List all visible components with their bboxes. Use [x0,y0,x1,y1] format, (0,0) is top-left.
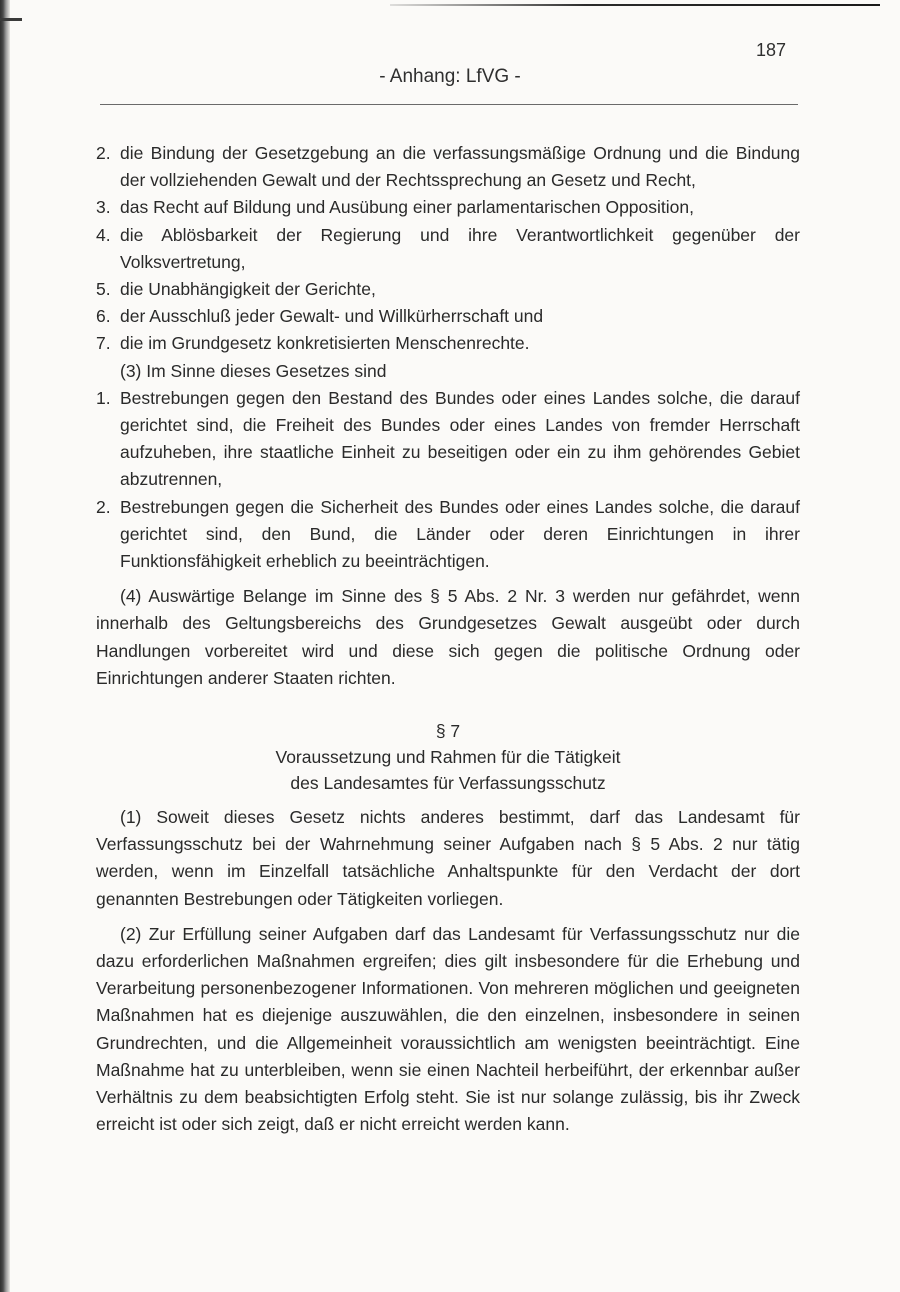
spacer [96,575,800,583]
list-item-text: Bestrebungen gegen die Sicherheit des Bundes oder eines Landes solche, die darauf gerichtet sind, den Bund, die Länder oder deren Einrichtungen in ihrer Funktionsfähigkeit erheblich zu beeinträchtigen. [120,496,800,572]
spacer [96,796,800,804]
list-item [96,140,800,194]
paragraph-4: (4) Auswärtige Belange im Sinne des § 5 Abs. 2 Nr. 3 werden nur gefährdet, wenn innerhalb des Geltungsbereichs des Grundgesetzes Gewalt ausgeübt oder durch Handlungen vorbereitet wird und diese sich gegen die politische Ordnung oder Einrichtungen anderer Staaten richten. [96,586,800,688]
section-paragraph-2: (2) Zur Erfüllung seiner Aufgaben darf das Landesamt für Verfassungsschutz nur die dazu erforderlichen Maßnahmen ergreifen; dies gilt insbesondere für die Erhebung und Verarbeitung personenbezogener Informationen. Von mehreren möglichen und geeigneten Maßnahmen hat es diejenige auszuwählen, die den einzelnen, insbesondere in seinen Grundrechten, und die Allgemeinheit voraussichtlich am wenigsten beeinträchtigt. Eine Maßnahme hat zu unterbleiben, wenn sie einen Nachteil herbeiführt, der erkennbar außer Verhältnis zu dem beabsichtigten Erfolg steht. Sie ist nur solange zulässig, bis ihr Zweck erreicht ist oder sich zeigt, daß er nicht erreicht werden kann. [96,923,800,1135]
section-number: § 7 [435,721,461,742]
page-body [96,140,800,1139]
list-item [96,276,800,303]
page-top-rule [390,4,880,6]
list-item-number: 2. [96,143,111,163]
list-item-text: Bestrebungen gegen den Bestand des Bundes oder eines Landes solche, die darauf gerichtet sind, die Freiheit des Bundes oder eines Landes von fremder Herrschaft aufzuheben, ihre staatliche Einheit zu beseitigen oder ein zu ihm gehörendes Gebiet abzutrennen, [120,387,800,490]
list-item-number: 4. [96,224,111,245]
section-heading [96,718,800,796]
section-title-line-2: des Landesamtes für Verfassungsschutz [290,773,606,794]
binding-corner-mark [0,18,22,21]
list-item [96,194,800,221]
running-head: - Anhang: LfVG - [379,66,521,87]
list-item [96,330,800,357]
list-item [96,494,800,576]
list-item-text: die Ablösbarkeit der Regierung und ihre Verantwortlichkeit gegenüber der Volksvertretung, [120,224,800,272]
list-item-text: die Bindung der Gesetzgebung an die verfassungsmäßige Ordnung und die Bindung der vollziehenden Gewalt und der Rechtssprechung an Gesetz und Recht, [120,143,800,191]
list-item-text: das Recht auf Bildung und Ausübung einer parlamentarischen Opposition, [120,197,694,218]
list-item-number: 7. [96,333,111,354]
list-item-number: 6. [96,306,111,327]
list-item-text: die Unabhängigkeit der Gerichte, [120,279,376,300]
section-title-line-1: Voraussetzung und Rahmen für die Tätigkeit [275,747,621,768]
spacer [96,913,800,921]
page-number: 187 [756,40,787,60]
list-item-text: die im Grundgesetz konkretisierten Menschenrechte. [120,333,530,354]
list-item [96,303,800,330]
header-rule [100,104,798,105]
list-item [96,222,800,276]
section-paragraph-1: (1) Soweit dieses Gesetz nichts anderes bestimmt, darf das Landesamt für Verfassungsschutz bei der Wahrnehmung seiner Aufgaben nach § 5 Abs. 2 nur tätig werden, wenn im Einzelfall tatsächliche Anhaltspunkte für den Verdacht der dort genannten Bestrebungen oder Tätigkeiten vorliegen. [96,807,800,909]
book-binding-edge [0,0,10,1292]
paragraph-3-intro: (3) Im Sinne dieses Gesetzes sind [120,360,387,381]
list-item-number: 2. [96,496,111,517]
list-item-number: 3. [96,197,111,218]
list-item [96,385,800,494]
list-item-text: der Ausschluß jeder Gewalt- und Willkürherrschaft und [120,306,544,327]
list-item-number: 1. [96,387,111,408]
list-item-number: 5. [96,279,111,300]
